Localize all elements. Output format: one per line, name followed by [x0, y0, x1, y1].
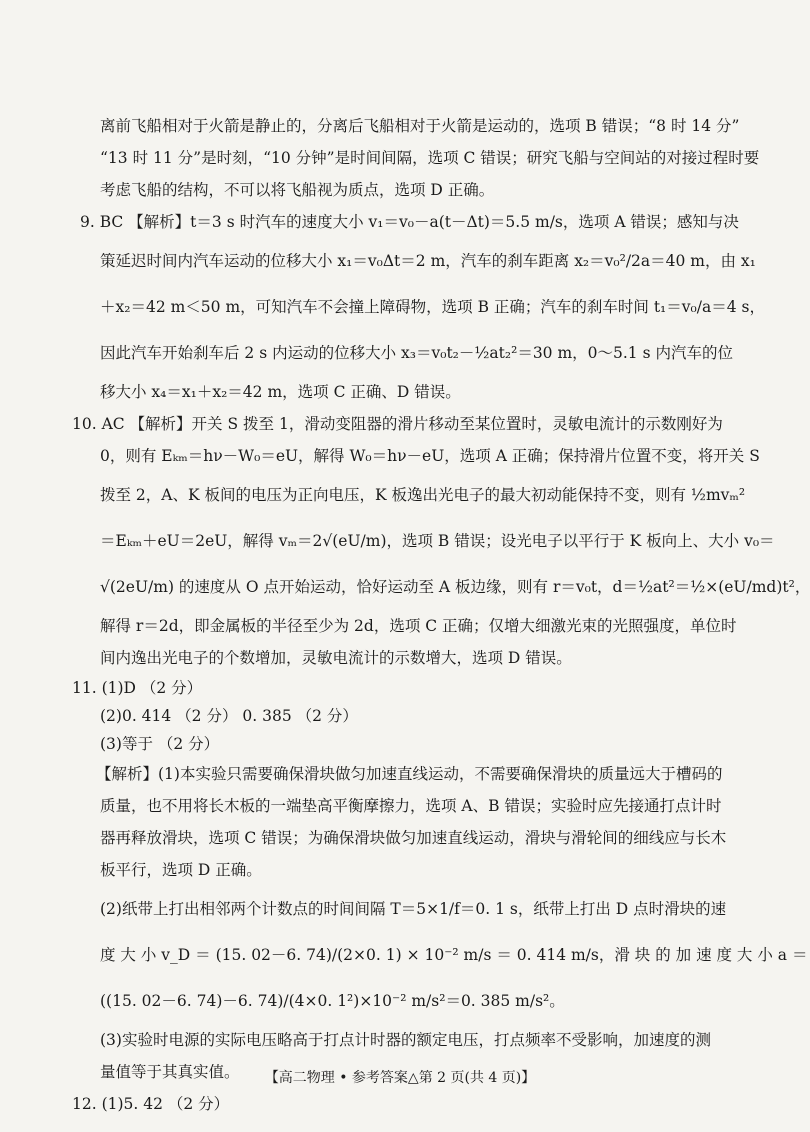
text-line: 质量，也不用将长木板的一端垫高平衡摩擦力，选项 A、B 错误；实验时应先接通打点计时 — [100, 797, 722, 815]
text-line: 度 大 小 v_D ＝ (15. 02－6. 74)/(2×0. 1) × 10⁻² m/s ＝ 0. 414 m/s，滑 块 的 加 速 度 大 小 a ＝ — [100, 946, 808, 964]
question-12-answer: 12. (1)5. 42 （2 分） — [72, 1095, 230, 1113]
answer-content — [72, 110, 810, 1120]
text-line: 器再释放滑块，选项 C 错误；为确保滑块做匀加速直线运动，滑块与滑轮间的细线应与长木 — [100, 829, 727, 847]
text-line: 间内逸出光电子的个数增加，灵敏电流计的示数增大，选项 D 错误。 — [100, 649, 572, 667]
question-10-answer: 10. AC 【解析】开关 S 拨至 1，滑动变阻器的滑片移动至某位置时，灵敏电流计的示数刚好为 — [72, 415, 723, 433]
analysis-label-line: 【解析】(1)本实验只需要确保滑块做匀加速直线运动，不需要确保滑块的质量远大于槽码的 — [96, 765, 723, 783]
text-line: (3)等于 （2 分） — [100, 735, 220, 753]
page-footer: 【高二物理 • 参考答案△第 2 页(共 4 页)】 — [264, 1070, 536, 1086]
text-line: ＋x₂＝42 m＜50 m，可知汽车不会撞上障碍物，选项 B 正确；汽车的刹车时间 t₁＝v₀/a＝4 s， — [100, 298, 765, 316]
text-line: (2)0. 414 （2 分） 0. 385 （2 分） — [100, 707, 358, 725]
text-line: 移大小 x₄＝x₁＋x₂＝42 m，选项 C 正确、D 错误。 — [100, 383, 461, 401]
text-line: (2)纸带上打出相邻两个计数点的时间间隔 T＝5×1/f＝0. 1 s，纸带上打出 D 点时滑块的速 — [100, 900, 727, 918]
text-line: √(2eU/m) 的速度从 O 点开始运动，恰好运动至 A 板边缘，则有 r＝v₀t，d＝½at²＝½×(eU/md)t²， — [100, 578, 810, 596]
text-line: (3)实验时电源的实际电压略高于打点计时器的额定电压，打点频率不受影响，加速度的测 — [100, 1031, 711, 1049]
text-line: 量值等于其真实值。 — [100, 1063, 240, 1081]
text-line: ((15. 02－6. 74)－6. 74)/(4×0. 1²)×10⁻² m/s²＝0. 385 m/s²。 — [100, 992, 565, 1010]
text-line: ＝Eₖₘ＋eU＝2eU，解得 vₘ＝2√(eU/m)，选项 B 错误；设光电子以平行于 K 板向上、大小 v₀＝ — [100, 532, 775, 550]
text-line: 拨至 2，A、K 板间的电压为正向电压，K 板逸出光电子的最大初动能保持不变，则有 ½mvₘ² — [100, 486, 746, 504]
text-line: 板平行，选项 D 正确。 — [100, 861, 262, 879]
question-9-answer: 9. BC 【解析】t＝3 s 时汽车的速度大小 v₁＝v₀－a(t－Δt)＝5.5 m/s，选项 A 错误；感知与决 — [80, 213, 739, 231]
text-line: “13 时 11 分”是时刻，“10 分钟”是时间间隔，选项 C 错误；研究飞船与空间站的对接过程时要 — [100, 149, 760, 167]
text-line: 因此汽车开始刹车后 2 s 内运动的位移大小 x₃＝v₀t₂－½at₂²＝30 m，0～5.1 s 内汽车的位 — [100, 344, 733, 362]
text-line: 策延迟时间内汽车运动的位移大小 x₁＝v₀Δt＝2 m，汽车的刹车距离 x₂＝v₀²/2a＝40 m，由 x₁ — [100, 252, 756, 270]
text-line: 考虑飞船的结构，不可以将飞船视为质点，选项 D 正确。 — [100, 181, 495, 199]
question-11-answer: 11. (1)D （2 分） — [72, 679, 203, 697]
text-line: 离前飞船相对于火箭是静止的，分离后飞船相对于火箭是运动的，选项 B 错误；“8 时 14 分” — [100, 117, 740, 135]
text-line: 解得 r＝2d，即金属板的半径至少为 2d，选项 C 正确；仅增大细激光束的光照强度，单位时 — [100, 617, 737, 635]
text-line: 0，则有 Eₖₘ＝hν－W₀＝eU，解得 W₀＝hν－eU，选项 A 正确；保持滑片位置不变，将开关 S — [100, 447, 760, 465]
